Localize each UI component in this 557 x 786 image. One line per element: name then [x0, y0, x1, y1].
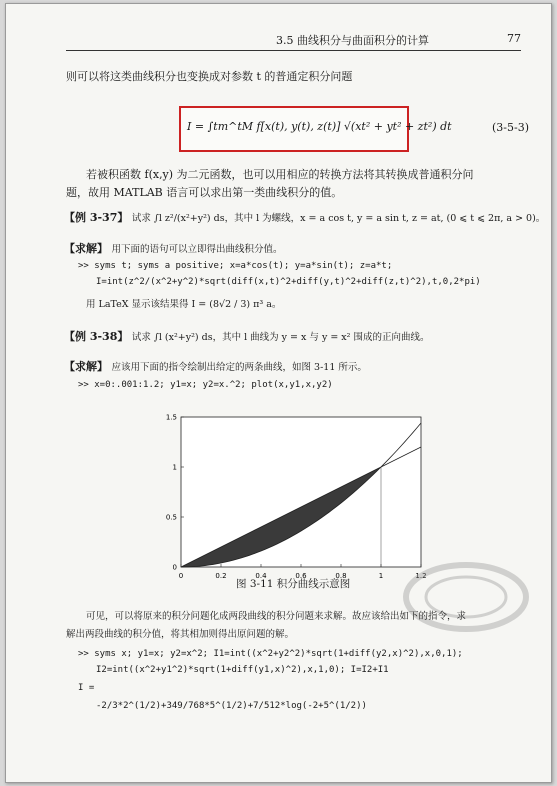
x-tick-label: 0.4 [255, 572, 267, 580]
solution-3-38 [64, 358, 367, 376]
example-label: 【例 3-38】 [64, 330, 129, 343]
paragraph-1-line-2: 题，故用 MATLAB 语言可以求出第一类曲线积分的值。 [66, 186, 343, 199]
solution-text: 应该用下面的指令绘制出给定的两条曲线，如图 3-11 所示。 [111, 362, 367, 373]
solution-text: 用下面的语句可以立即得出曲线积分值。 [111, 244, 283, 255]
code-line: -2/3*2^(1/2)+349/768*5^(1/2)+7/512*log(-2+5^(1/2)) [96, 701, 367, 711]
code-line: >> syms x; y1=x; y2=x^2; I1=int((x^2+y2^2)*sqrt(1+diff(y2,x)^2),x,0,1); [78, 649, 463, 659]
solution-3-37 [64, 240, 283, 258]
equation: I = ∫tm^tM f[x(t), y(t), z(t)] √(xt² + yt² + zt²) dt [187, 120, 452, 133]
x-tick-label: 0 [178, 572, 184, 580]
code-line: I = [78, 683, 95, 693]
y-tick-label: 0 [172, 563, 177, 572]
plot-frame [181, 417, 421, 567]
x-tick-label: 0.6 [295, 572, 307, 580]
paragraph-2-line-2: 解出两段曲线的积分值，将其相加则得出原问题的解。 [66, 629, 295, 640]
page-number: 77 [507, 32, 521, 45]
y-tick-label: 1 [172, 463, 177, 472]
x-tick-label: 1.2 [415, 572, 427, 580]
integral-curve-chart [156, 409, 436, 587]
x-tick-label: 0.2 [215, 572, 227, 580]
x-tick-label: 0.8 [335, 572, 347, 580]
example-3-38 [64, 328, 430, 346]
equation-number: (3-5-3) [492, 121, 530, 134]
figure-caption: 图 3-11 积分曲线示意图 [236, 578, 351, 590]
code-line: >> syms t; syms a positive; x=a*cos(t); y=a*sin(t); z=a*t; [78, 261, 393, 271]
solution-label: 【求解】 [64, 242, 108, 255]
code-line: I=int(z^2/(x^2+y^2)*sqrt(diff(x,t)^2+diff(y,t)^2+diff(z,t)^2),t,0,2*pi) [96, 277, 481, 287]
example-3-37 [64, 209, 545, 227]
solution-label: 【求解】 [64, 360, 108, 373]
paragraph-1-line-1: 若被积函数 f(x,y) 为二元函数，也可以用相应的转换方法将其转换成普通积分问 [86, 168, 474, 181]
book-page [5, 3, 552, 783]
x-tick-label: 1 [378, 572, 384, 580]
y-tick-label: 1.5 [165, 413, 177, 422]
code-line: >> x=0:.001:1.2; y1=x; y2=x.^2; plot(x,y1,x,y2) [78, 380, 333, 390]
example-text: 试求 ∫l z²/(x²+y²) ds，其中 l 为螺线，x = a cos t, y = a sin t, z = at, (0 ⩽ t ⩽ 2π, a > 0)。 [131, 213, 546, 224]
code-line: I2=int((x^2+y1^2)*sqrt(1+diff(y1,x)^2),x,1,0); I=I2+I1 [96, 665, 389, 675]
intro-text: 则可以将这类曲线积分也变换成对参数 t 的普通定积分问题 [66, 70, 353, 83]
paragraph-2-line-1: 可见，可以将原来的积分问题化成两段曲线的积分问题来求解。故应该给出如下的指令，求 [86, 611, 467, 622]
section-title: 3.5 曲线积分与曲面积分的计算 [276, 34, 429, 47]
y-tick-label: 0.5 [165, 513, 177, 522]
page-header [66, 30, 521, 51]
example-text: 试求 ∫l (x²+y²) ds，其中 l 曲线为 y = x 与 y = x² 围成的正向曲线。 [131, 332, 430, 343]
result-text: 用 LaTeX 显示该结果得 I = (8√2 / 3) π³ a。 [86, 299, 282, 310]
equation-box [179, 106, 452, 152]
example-label: 【例 3-37】 [64, 211, 129, 224]
